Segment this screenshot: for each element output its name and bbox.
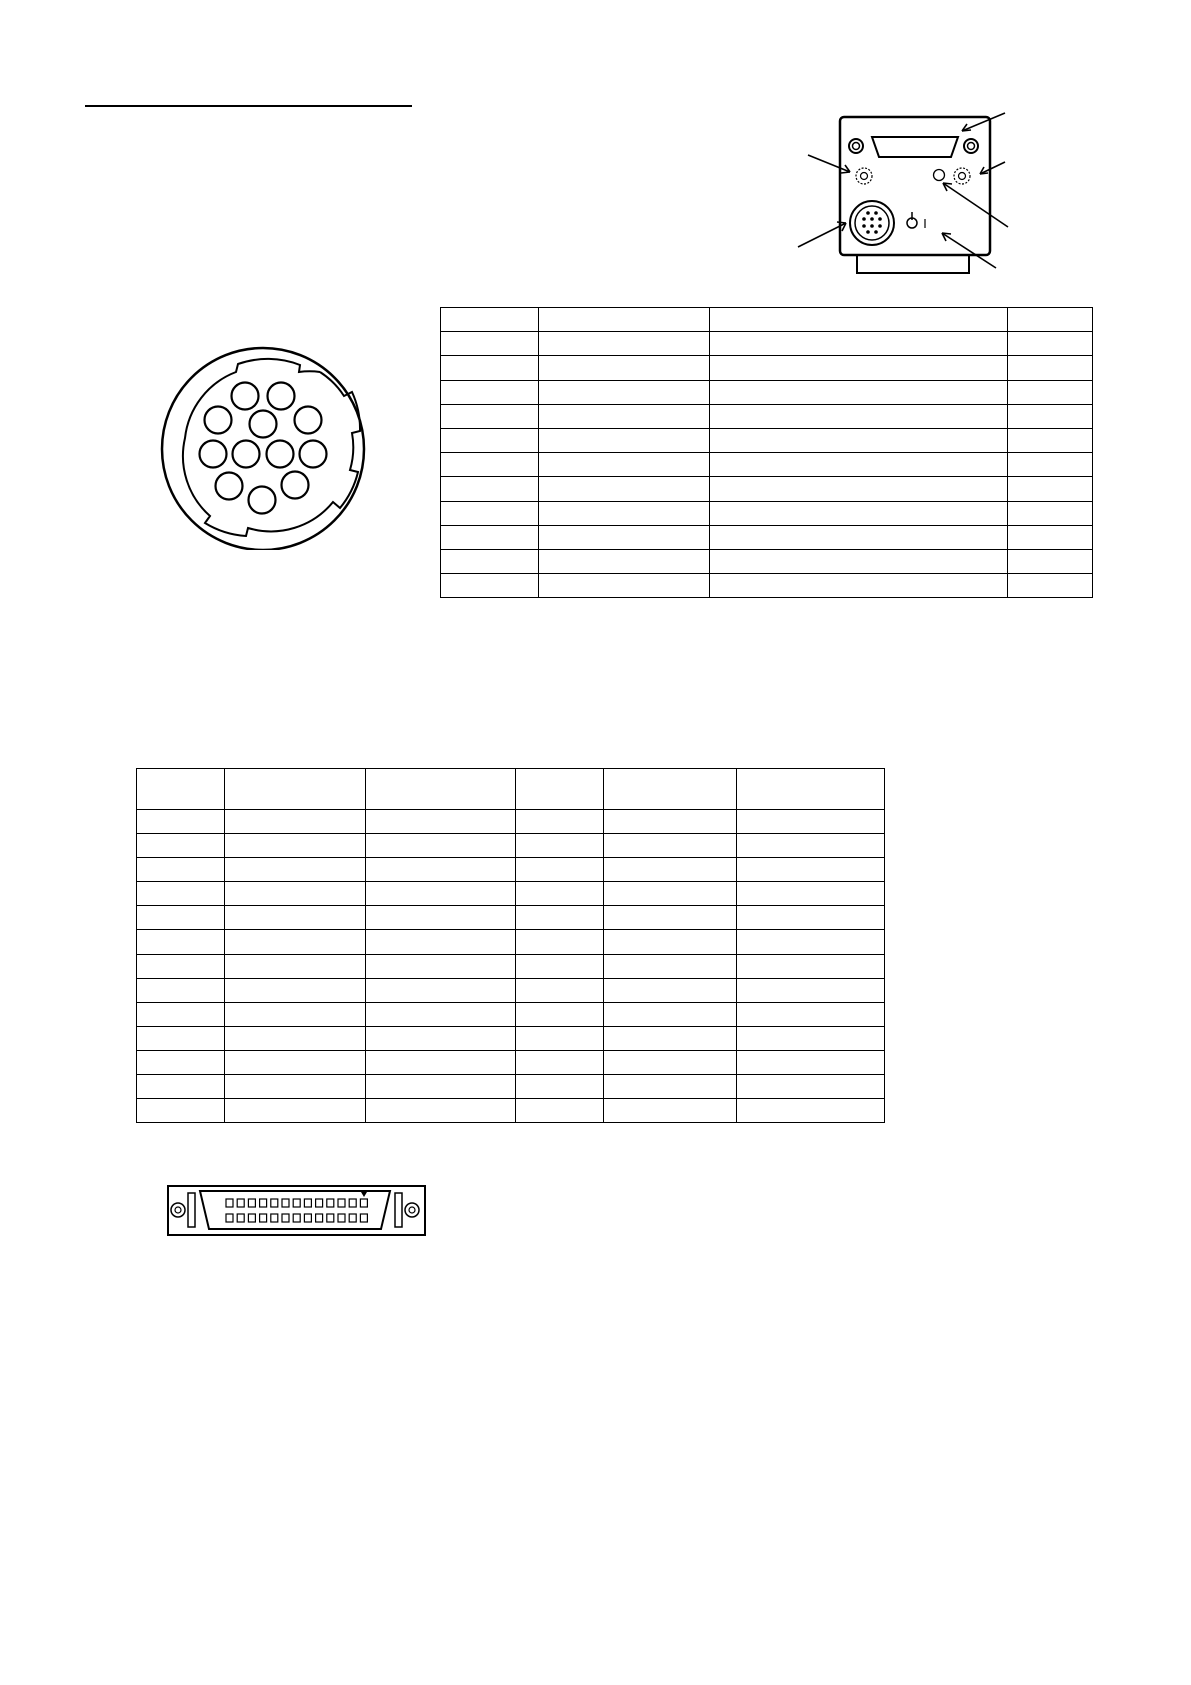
table-row (441, 525, 1093, 549)
table-row (441, 549, 1093, 573)
table-row (441, 501, 1093, 525)
table-row (441, 380, 1093, 404)
table-row (137, 858, 885, 882)
table-row (137, 1050, 885, 1074)
table-row (137, 906, 885, 930)
camera-rear-panel-icon (790, 105, 1015, 280)
table-row (137, 810, 885, 834)
table-row (137, 882, 885, 906)
table-row (137, 1026, 885, 1050)
pin-assignment-table (440, 307, 1093, 598)
table-row (137, 978, 885, 1002)
table-row (137, 1002, 885, 1026)
table-header-row (137, 769, 885, 810)
table-row (137, 1075, 885, 1099)
table-row (441, 453, 1093, 477)
table-row (441, 404, 1093, 428)
camera-link-pin-table (136, 768, 885, 1123)
table-row (137, 930, 885, 954)
table-row (441, 428, 1093, 452)
table-row (441, 332, 1093, 356)
table-row (441, 308, 1093, 332)
table-row (441, 356, 1093, 380)
camera-link-26-pin-connector-icon (165, 1180, 430, 1240)
table-row (441, 477, 1093, 501)
table-row (137, 834, 885, 858)
table-row (137, 1099, 885, 1123)
table-row (137, 954, 885, 978)
section-title-underline (85, 105, 412, 107)
circular-12-pin-connector-icon (155, 340, 370, 550)
table-row (441, 574, 1093, 598)
